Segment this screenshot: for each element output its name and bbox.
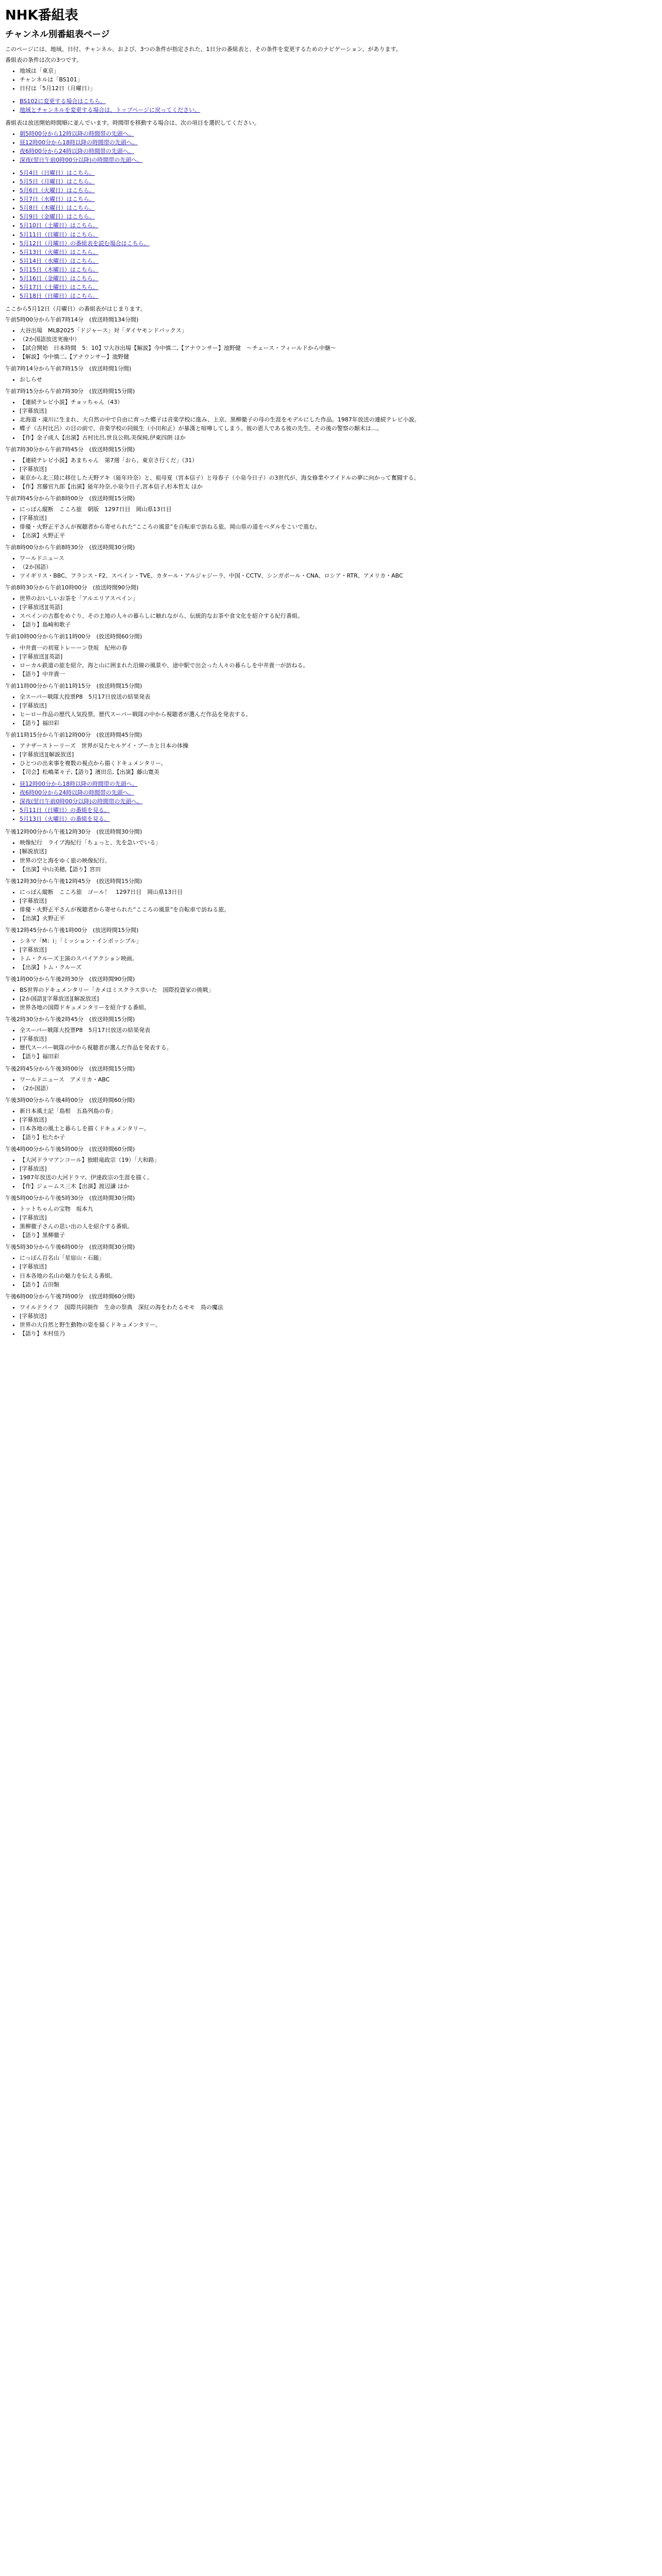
program-detail: • トム・クルーズ主演のスパイアクション映画。 [20, 954, 647, 963]
conditions-list [5, 66, 647, 93]
program-detail: • [2か国語][字幕放送][解説放送] [20, 994, 647, 1003]
mid-jump-item-link[interactable]: 5月13日（火曜日）の番組を見る。 [20, 816, 110, 823]
program-time: 午後1時00分から午後2時30分 (放送時間90分間) [5, 976, 135, 983]
program-entry [5, 632, 647, 678]
program-entry [5, 1292, 647, 1338]
program-title: • 全スーパー戦隊大投票P8 5月17日放送の結果発表 [20, 692, 647, 701]
change-item [20, 97, 647, 106]
mid-jump-item [20, 797, 647, 806]
program-detail: • 【出演】中山美穂,【語り】宮田 [20, 865, 647, 874]
date-item-link[interactable]: 5月11日（日曜日）はこちら。 [20, 231, 98, 238]
mid-jump-item-link[interactable]: 深夜(翌日午前0時00分以降)の時間帯の先頭へ。 [20, 798, 143, 805]
program-time: 午後4時00分から午後5時00分 (放送時間60分間) [5, 1145, 135, 1153]
date-item [20, 230, 647, 239]
date-item [20, 212, 647, 221]
program-details [5, 692, 647, 727]
program-details [5, 1253, 647, 1289]
program-time: 午後12時45分から午後1時00分 (放送時間15分間) [5, 926, 139, 934]
program-time: 午前7時30分から午前7時45分 (放送時間15分間) [5, 446, 135, 453]
program-detail: • 日本各地の名山の魅力を伝える番組。 [20, 1272, 647, 1280]
program-detail: • 【作】金子成人【出演】古村比呂,世良公則,美保純,伊東四朗 ほか [20, 433, 647, 442]
date-links [5, 168, 647, 300]
page-title: NHK番組表 [5, 8, 78, 23]
mid-jump-item-link[interactable]: 夜6時00分から24時以降の時間帯の先頭へ。 [20, 789, 134, 796]
program-time: 午後2時45分から午後3時00分 (放送時間15分間) [5, 1065, 135, 1072]
intro-text: このページには、地域、日付、チャンネル、および、3つの条件が指定された、1日分の番組表と、その条件を変更するためのナビゲーション、があります。 [5, 45, 402, 53]
program-detail: • 蝶子（古村比呂）の目の前で、音楽学校の同級生（小田和正）が暴漢と喧嘩してしまう。彼の恩人である彼の先生、その後の警察の顛末は…。 [20, 424, 647, 433]
program-detail: • 【語り】島崎和歌子 [20, 620, 647, 629]
program-details [5, 398, 647, 442]
program-title: • 【連続テレビ小説】チョッちゃん（43） [20, 398, 647, 406]
program-title: • シネマ「M：i」「ミッション・インポッシブル」 [20, 937, 647, 945]
date-item [20, 248, 647, 257]
date-item-link[interactable]: 5月12日（月曜日）の番組表を読む場合はこちら。 [20, 240, 150, 247]
program-time: 午後12時30分から午後12時45分 (放送時間15分間) [5, 877, 142, 885]
mid-jump-item [20, 806, 647, 815]
date-item-link[interactable]: 5月6日（火曜日）はこちら。 [20, 187, 95, 194]
program-entry [5, 877, 647, 923]
mid-jump-item [20, 815, 647, 823]
program-details [5, 838, 647, 873]
program-details [5, 1026, 647, 1061]
date-item [20, 283, 647, 292]
program-detail: • （2か国語） [20, 563, 647, 571]
program-entry [5, 1145, 647, 1191]
program-title: • 映像紀行 ライブ海紀行「ちょっと、先を急いでいる」 [20, 838, 647, 847]
program-entry [5, 1194, 647, 1240]
program-title: • にっぽん縦断 こころ旅 朝版 1297日目 岡山県13日目 [20, 505, 647, 514]
program-detail: • スペインの古都をめぐり、その土地の人々の暮らしに触れながら、伝統的なお茶や食文化を紹介する紀行番組。 [20, 612, 647, 620]
program-detail: • ひとつの出来事を複数の視点から描くドキュメンタリー。 [20, 759, 647, 768]
date-item-link[interactable]: 5月18日（日曜日）はこちら。 [20, 292, 98, 299]
program-detail: • 【作】宮藤官九郎【出演】能年玲奈,小泉今日子,宮本信子,杉本哲太 ほか [20, 482, 647, 491]
program-list-a [5, 315, 647, 776]
program-time: 午後3時00分から午後4時00分 (放送時間60分間) [5, 1096, 135, 1104]
date-item-link[interactable]: 5月9日（金曜日）はこちら。 [20, 213, 95, 221]
program-details [5, 643, 647, 679]
program-detail: • [字幕放送] [20, 1115, 647, 1124]
program-time: 午前7時14分から午前7時15分 (放送時間1分間) [5, 365, 131, 372]
date-item-link[interactable]: 5月8日（木曜日）はこちら。 [20, 205, 95, 212]
program-detail: • [字幕放送] [20, 1164, 647, 1173]
program-details [5, 888, 647, 923]
time-jump-item-link[interactable]: 夜6時00分から24時以降の時間帯の先頭へ。 [20, 148, 134, 155]
program-entry [5, 926, 647, 972]
program-title: • 全スーパー戦隊大投票P8 5月17日放送の結果発表 [20, 1026, 647, 1035]
program-detail: • [字幕放送][解説放送] [20, 750, 647, 759]
program-time: 午後6時00分から午後7時00分 (放送時間60分間) [5, 1293, 135, 1300]
program-details [5, 375, 647, 384]
condition-item: • 日付は「5月12日（月曜日）」 [20, 84, 647, 93]
program-detail: • 【出演】トム・クルーズ [20, 963, 647, 972]
schedule-start: ここから5月12日（月曜日）の番組表がはじまります。 [5, 305, 146, 312]
date-item [20, 221, 647, 230]
program-title: • アナザーストーリーズ 世界が見たセルゲイ・ブーカと日本の体操 [20, 741, 647, 750]
program-detail: • ツイギリス・BBC、フランス・F2、スペイン・TVE、カタール・アルジャジーラ、中国・CCTV、シンガポール・CNA、ロシア・RTR、アメリカ・ABC [20, 571, 647, 580]
program-title: • BS世界のドキュメンタリー「カメはミスクラス歩いた 国際投資家の挑戦」 [20, 986, 647, 994]
program-detail: • 【試合開始 日本時間 5：10】▽大谷出場【解説】今中慎二,【アナウンサー】池野健 ～チェース・フィールドから中継～ [20, 344, 647, 352]
time-jump-item-link[interactable]: 朝5時00分から12時以降の時間帯の先頭へ。 [20, 130, 134, 138]
condition-item: • 地域は「東京」 [20, 66, 647, 75]
date-item [20, 239, 647, 248]
program-time: 午後2時30分から午後2時45分 (放送時間15分間) [5, 1016, 135, 1023]
date-item-link[interactable]: 5月16日（金曜日）はこちら。 [20, 275, 98, 282]
program-detail: • 【出演】火野正平 [20, 914, 647, 923]
program-entry [5, 387, 647, 442]
program-time: 午後12時00分から午後12時30分 (放送時間30分間) [5, 828, 142, 836]
program-time: 午後5時30分から午後6時00分 (放送時間30分間) [5, 1244, 135, 1251]
date-item-link[interactable]: 5月14日（水曜日）はこちら。 [20, 257, 98, 264]
program-detail: • 【作】ジェームス三木【出演】渡辺謙 ほか [20, 1182, 647, 1191]
date-item-link[interactable]: 5月10日（土曜日）はこちら。 [20, 222, 98, 229]
program-details [5, 741, 647, 776]
program-entry [5, 1243, 647, 1289]
program-detail: • 俳優・火野正平さんが視聴者から寄せられた“こころの風景”を自転車で訪ねる旅。 [20, 905, 647, 914]
program-detail: • 【語り】吉田類 [20, 1280, 647, 1289]
program-title: • ワールドニュース アメリカ・ABC [20, 1075, 647, 1084]
page-subtitle: チャンネル別番組表ページ [5, 29, 110, 40]
program-title: • 大谷出場 MLB2025「ドジャース」対「ダイヤモンドバックス」 [20, 326, 647, 335]
program-time: 午前8時30分から午前10時00分 (放送時間90分間) [5, 584, 139, 591]
program-detail: • [字幕放送] [20, 465, 647, 473]
date-item [20, 265, 647, 274]
program-title: • おしらせ [20, 375, 647, 384]
conditions-label: 番組表の条件は次の3つです。 [5, 56, 82, 63]
program-entry [5, 827, 647, 873]
program-detail: • [字幕放送] [20, 406, 647, 415]
program-entry [5, 583, 647, 629]
program-time: 午前10時00分から午前11時00分 (放送時間60分間) [5, 633, 142, 640]
program-detail: • 1987年放送の大河ドラマ。伊達政宗の生涯を描く。 [20, 1173, 647, 1182]
program-details [5, 594, 647, 629]
program-title: • 【大河ドラマアンコール】独眼竜政宗（19）「大和路」 [20, 1156, 647, 1164]
program-entry [5, 494, 647, 540]
mid-jump-item-link[interactable]: 5月11日（日曜日）の番組を見る。 [20, 807, 110, 814]
program-detail: • [字幕放送] [20, 514, 647, 522]
program-entry [5, 975, 647, 1012]
program-time: 午前7時15分から午前7時30分 (放送時間15分間) [5, 388, 135, 395]
program-time: 午前11時00分から午前11時15分 (放送時間15分間) [5, 682, 142, 689]
date-item [20, 177, 647, 186]
program-detail: • [字幕放送] [20, 701, 647, 710]
change-links [5, 97, 647, 114]
program-details [5, 456, 647, 491]
program-details [5, 1156, 647, 1191]
program-detail: • [解説放送] [20, 847, 647, 856]
program-detail: • [字幕放送] [20, 1262, 647, 1271]
program-details [5, 1303, 647, 1338]
program-entry [5, 1064, 647, 1093]
program-time: 午前8時00分から午前8時30分 (放送時間30分間) [5, 544, 135, 551]
program-time: 午後5時00分から午後5時30分 (放送時間30分間) [5, 1195, 135, 1202]
program-detail: • 世界の大自然と野生動物の姿を描くドキュメンタリー。 [20, 1320, 647, 1329]
program-details [5, 326, 647, 361]
program-detail: • 【語り】黒柳徹子 [20, 1231, 647, 1240]
time-jump-item-link[interactable]: 深夜(翌日午前0時00分以降)の時間帯の先頭へ。 [20, 157, 143, 164]
program-detail: • 【語り】木村佳乃 [20, 1329, 647, 1338]
program-title: • ワールドニュース [20, 554, 647, 563]
program-detail: • [字幕放送] [20, 1312, 647, 1320]
date-item [20, 204, 647, 212]
mid-jump-item-link[interactable]: 昼12時00分から18時以降の時間帯の先頭へ。 [20, 781, 138, 788]
date-item-link[interactable]: 5月15日（木曜日）はこちら。 [20, 266, 98, 273]
date-item-link[interactable]: 5月4日（日曜日）はこちら。 [20, 170, 95, 177]
program-details [5, 1075, 647, 1093]
program-detail: • ローカル鉄道の旅を紹介。海と山に囲まれた沿線の風景や、途中駅で出会った人々の暮らしを中井貴一が訪ねる。 [20, 661, 647, 670]
time-jump-item-link[interactable]: 昼12時00分から18時以降の時間帯の先頭へ。 [20, 139, 138, 146]
program-details [5, 1205, 647, 1240]
program-entry [5, 682, 647, 727]
program-details [5, 986, 647, 1012]
date-item-link[interactable]: 5月17日（土曜日）はこちら。 [20, 283, 98, 291]
date-item-link[interactable]: 5月13日（火曜日）はこちら。 [20, 248, 98, 256]
date-item [20, 186, 647, 195]
program-detail: • （2か国語放送実施中） [20, 335, 647, 344]
program-detail: • 日本各地の風土と暮らしを描くドキュメンタリー。 [20, 1124, 647, 1133]
mid-jump-item [20, 788, 647, 797]
time-links-label: 番組表は放送開始時間順に並んでいます。時間帯を移動する場合は、次の項目を選択してください。 [5, 119, 260, 126]
date-item [20, 168, 647, 177]
change-item-link[interactable]: BS102に変更する場合はこちら。 [20, 97, 106, 105]
mid-links [5, 779, 647, 823]
date-item [20, 292, 647, 300]
program-details [5, 554, 647, 580]
program-time: 午前7時45分から午前8時00分 (放送時間15分間) [5, 495, 135, 502]
program-detail: • ヒーロー作品の歴代人気投票。歴代スーパー戦隊の中から視聴者が選んだ作品を発表する。 [20, 710, 647, 719]
program-list-b [5, 827, 647, 1337]
program-title: • 世界のおいしいお茶を「アルエリアスペイン」 [20, 594, 647, 603]
program-detail: • 【語り】松たか子 [20, 1133, 647, 1142]
time-jump-item [20, 147, 647, 156]
program-detail: • [字幕放送][英語] [20, 652, 647, 661]
program-entry [5, 315, 647, 361]
program-detail: • [字幕放送] [20, 896, 647, 905]
time-links [5, 129, 647, 164]
program-detail: • 世界の空と海をゆく旅の映像紀行。 [20, 856, 647, 865]
program-title: • 【連続テレビ小説】あまちゃん 第7週「おら、東京さ行くだ」（31） [20, 456, 647, 465]
program-detail: • 北海道・滝川に生まれ、大自然の中で自由に育った蝶子は音楽学校に進み、上京。黒柳徹子の母の生涯をモデルにした作品。1987年放送の連続テレビ小説。 [20, 415, 647, 424]
program-detail: • 東京から北三陸に移住した天野アキ（能年玲奈）と、祖母夏（宮本信子）と母春子（小泉今日子）の3世代が、海女修業やアイドルの夢に向かって奮闘する。 [20, 473, 647, 482]
time-jump-item [20, 156, 647, 164]
program-detail: • 【解説】今中慎二,【アナウンサー】池野健 [20, 352, 647, 361]
program-title: • にっぽん百名山「星宿山・石鎚」 [20, 1253, 647, 1262]
program-detail: • 【語り】福田彩 [20, 719, 647, 727]
program-details [5, 505, 647, 540]
program-detail: • 【出演】火野正平 [20, 531, 647, 540]
program-detail: • 俳優・火野正平さんが視聴者から寄せられた“こころの風景”を自転車で訪ねる旅。岡山県の道をペダルをこいで進む。 [20, 522, 647, 531]
program-entry [5, 1096, 647, 1142]
program-title: • ワイルドライフ 国際共同制作 生命の祭典 深紅の海をわたるモモ 鳥の魔法 [20, 1303, 647, 1312]
program-detail: • 世界各地の国際ドキュメンタリーを紹介する番組。 [20, 1003, 647, 1012]
mid-jump-item [20, 779, 647, 788]
time-jump-item [20, 138, 647, 147]
program-entry [5, 543, 647, 580]
program-detail: • 歴代スーパー戦隊の中から視聴者が選んだ作品を発表する。 [20, 1043, 647, 1052]
program-entry [5, 731, 647, 776]
change-item [20, 106, 647, 114]
program-detail: • [字幕放送][英語] [20, 603, 647, 612]
program-title: • 新日本風土記「島根 五島列島の春」 [20, 1107, 647, 1115]
program-title: • トットちゃんの宝物 坂本九 [20, 1205, 647, 1213]
program-detail: • [字幕放送] [20, 1035, 647, 1043]
program-detail: • 黒柳徹子さんの思い出の人を紹介する番組。 [20, 1222, 647, 1231]
date-item [20, 257, 647, 265]
date-item [20, 274, 647, 283]
program-detail: • 【語り】中井貴一 [20, 670, 647, 679]
program-detail: • [字幕放送] [20, 945, 647, 954]
program-detail: • 【語り】福田彩 [20, 1052, 647, 1061]
change-item-link[interactable]: 地域とチャンネルを変更する場合は、トップページに戻ってください。 [20, 106, 201, 113]
program-entry [5, 445, 647, 491]
time-jump-item [20, 129, 647, 138]
date-item [20, 195, 647, 204]
program-details [5, 1107, 647, 1142]
condition-item: • チャンネルは「BS101」 [20, 75, 647, 84]
program-detail: • （2か国語） [20, 1084, 647, 1093]
program-title: • にっぽん縦断 こころ旅 ゴール！ 1297日目 岡山県13日目 [20, 888, 647, 896]
date-item-link[interactable]: 5月7日（水曜日）はこちら。 [20, 196, 95, 203]
program-title: • 中井貴一の初夏トレーーン登坂 紀州の春 [20, 643, 647, 652]
program-detail: • [字幕放送] [20, 1213, 647, 1222]
date-item-link[interactable]: 5月5日（月曜日）はこちら。 [20, 178, 95, 185]
program-details [5, 937, 647, 972]
program-time: 午前5時00分から午前7時14分 (放送時間134分間) [5, 316, 139, 323]
program-time: 午前11時15分から午前12時00分 (放送時間45分間) [5, 731, 142, 738]
program-entry [5, 364, 647, 384]
program-entry [5, 1015, 647, 1061]
program-detail: • 【司会】松嶋菜々子,【語り】濱田岳,【出演】藤山寛美 [20, 768, 647, 776]
